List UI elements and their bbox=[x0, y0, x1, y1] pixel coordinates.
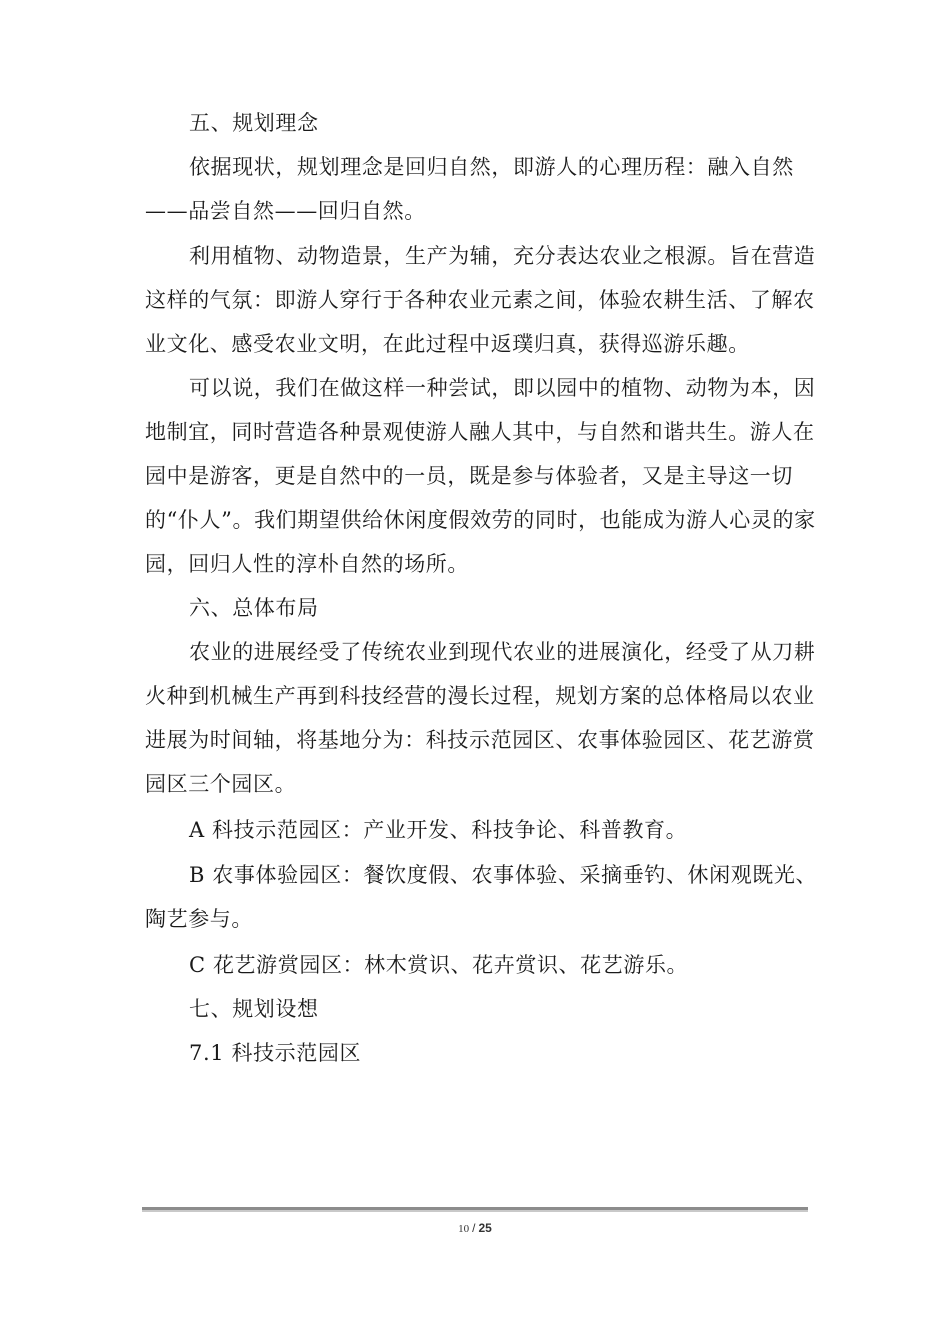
paragraph-concept-atmosphere: 利用植物、动物造景，生产为辅，充分表达农业之根源。旨在营造这样的气氛：即游人穿行于各种农业元素之间，体验农耕生活、了解农业文化、感受农业文明，在此过程中返璞归真，获得巡游乐趣。 bbox=[145, 244, 816, 356]
list-item-zone-b: B 农事体验园区：餐饮度假、农事体验、采摘垂钓、休闲观既光、陶艺参与。 bbox=[145, 863, 818, 931]
page-number-total: 25 bbox=[478, 1221, 492, 1235]
page-number-separator: / bbox=[472, 1221, 476, 1235]
paragraph-concept-intro: 依据现状，规划理念是回归自然，即游人的心理历程：融入自然——品尝自然——回归自然。 bbox=[145, 155, 794, 223]
section-heading-planning-ideas: 七、规划设想 bbox=[189, 997, 319, 1021]
list-item-zone-c: C 花艺游赏园区：林木赏识、花卉赏识、花艺游乐。 bbox=[189, 953, 689, 977]
list-item-zone-a: A 科技示范园区：产业开发、科技争论、科普教育。 bbox=[189, 818, 688, 842]
paragraph-layout-description: 农业的进展经受了传统农业到现代农业的进展演化，经受了从刀耕火种到机械生产再到科技经营的漫长过程，规划方案的总体格局以农业进展为时间轴，将基地分为：科技示范园区、农事体验园区、花艺游赏园区三个园区。 bbox=[145, 640, 816, 796]
footer-divider bbox=[142, 1207, 808, 1212]
page-number bbox=[0, 1221, 950, 1235]
section-heading-overall-layout: 六、总体布局 bbox=[189, 596, 319, 620]
paragraph-concept-attempt: 可以说，我们在做这样一种尝试，即以园中的植物、动物为本，因地制宜，同时营造各种景观使游人融人其中，与自然和谐共生。游人在园中是游客，更是自然中的一员，既是参与体验者，又是主导这一切的“仆人”。我们期望供给休闲度假效劳的同时，也能成为游人心灵的家园，回归人性的淳朴自然的场所。 bbox=[145, 376, 816, 576]
section-heading-planning-concept: 五、规划理念 bbox=[189, 111, 319, 135]
page-number-current: 10 bbox=[458, 1223, 470, 1235]
subsection-heading-tech-demo-zone: 7.1 科技示范园区 bbox=[189, 1041, 362, 1065]
